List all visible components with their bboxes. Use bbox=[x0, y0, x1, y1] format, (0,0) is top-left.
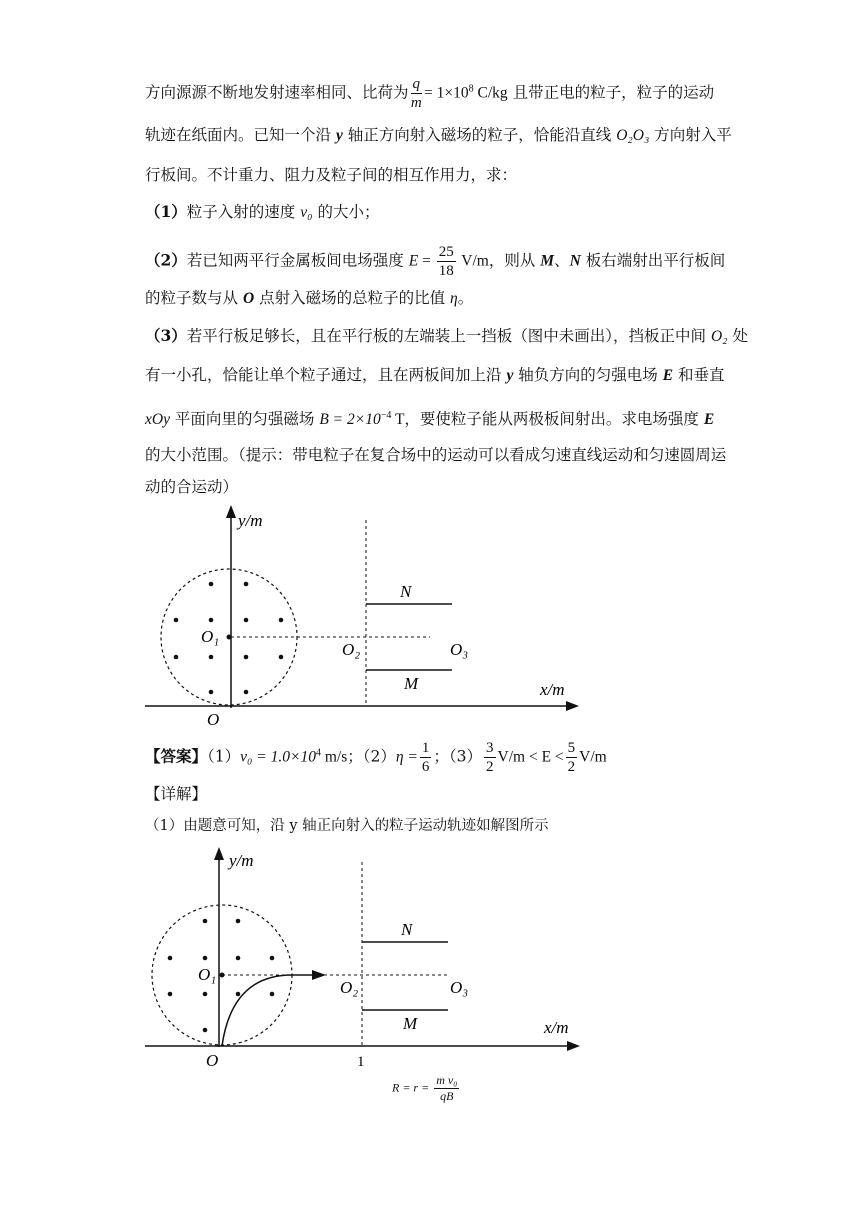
plate-N-label: N bbox=[400, 582, 412, 601]
question-number: （3） bbox=[145, 326, 187, 345]
text: 处 bbox=[727, 327, 749, 345]
frac-num: 5 bbox=[567, 740, 576, 756]
text: 。 bbox=[457, 289, 474, 307]
text: 的粒子数与从 bbox=[145, 289, 243, 307]
var-M: M bbox=[540, 252, 555, 270]
particle-trajectory bbox=[222, 975, 315, 1046]
text: 平面向里的匀强磁场 bbox=[169, 410, 320, 429]
frac-num: q bbox=[412, 76, 421, 92]
o1-label: O₁ bbox=[201, 627, 220, 646]
y-axis-arrow-icon bbox=[226, 505, 236, 518]
frac-den: 2 bbox=[486, 759, 494, 775]
math: = 1×10 bbox=[424, 84, 469, 102]
problem-line-3: 行板间。不计重力、阻力及粒子间的相互作用力，求： bbox=[145, 166, 518, 184]
var-E: E bbox=[408, 252, 419, 270]
x-axis-label: x/m bbox=[540, 680, 565, 699]
detail-line-1: （1）由题意可知，沿 y 轴正向射入的粒子运动轨迹如解图所示 bbox=[145, 818, 549, 834]
answer-line bbox=[145, 739, 607, 776]
unit: T bbox=[391, 411, 405, 429]
x-axis-arrow-icon-2 bbox=[567, 1041, 580, 1051]
text: 轴负方向的匀强电场 bbox=[513, 366, 663, 384]
text: ；（2） bbox=[347, 747, 396, 766]
var-eta: η bbox=[450, 290, 458, 307]
unit: m/s bbox=[320, 748, 348, 766]
plate-M-label: M bbox=[404, 674, 419, 693]
tick-label-1: 1 bbox=[357, 1054, 365, 1070]
var-o2o3: O₂O₃ bbox=[616, 127, 650, 144]
text: （1） bbox=[207, 747, 241, 766]
field-dots bbox=[174, 582, 284, 695]
var-xOy: xOy bbox=[145, 411, 170, 429]
o3-label-2: O₃ bbox=[450, 978, 469, 997]
unit: V/m bbox=[579, 748, 607, 766]
x-axis-arrow-icon bbox=[566, 701, 579, 711]
text: 轴正方向射入磁场的粒子，恰能沿直线 bbox=[342, 126, 617, 144]
answer-v0: v₀ = 1.0×10 bbox=[240, 748, 316, 766]
var-E: E bbox=[662, 367, 674, 384]
y-axis-label-2: y/m bbox=[229, 851, 254, 870]
formula-lhs: R = r = bbox=[392, 1080, 430, 1095]
text: 粒子入射的速度 bbox=[186, 203, 301, 221]
text: 若已知两平行金属板间电场强度 bbox=[186, 251, 409, 270]
question-number: （1） bbox=[145, 202, 187, 221]
math: = bbox=[418, 252, 435, 270]
text: ，则从 bbox=[488, 251, 541, 270]
text: 轨迹在纸面内。已知一个沿 bbox=[145, 126, 336, 144]
frac-num: 25 bbox=[438, 244, 454, 260]
x-axis-label-2: x/m bbox=[544, 1018, 569, 1037]
text: 若平行板足够长，且在平行板的左端装上一挡板（图中未画出），挡板正中间 bbox=[186, 327, 711, 345]
var-N: N bbox=[569, 252, 581, 270]
radius-formula bbox=[392, 1073, 461, 1104]
plate-N-label-2: N bbox=[401, 920, 413, 939]
exponent: 8 bbox=[468, 83, 474, 95]
o2-label-2: O₂ bbox=[340, 978, 359, 997]
text: 有一小孔，恰能让单个粒子通过，且在两板间加上沿 bbox=[145, 366, 507, 384]
text: 且带正电的粒子，粒子的运动 bbox=[507, 83, 715, 102]
var-y: y bbox=[506, 367, 514, 384]
var-v0: v₀ bbox=[300, 204, 313, 221]
text: 方向射入平 bbox=[649, 126, 732, 144]
frac-num: m v₀ bbox=[436, 1073, 458, 1087]
frac-den: 2 bbox=[567, 759, 576, 775]
text: ，要使粒子能从两极板间射出。求电场强度 bbox=[404, 410, 704, 429]
plate-M-label-2: M bbox=[403, 1014, 418, 1033]
unit: C/kg bbox=[473, 84, 508, 102]
o2-label: O₂ bbox=[342, 640, 361, 659]
answer-eta: η = bbox=[395, 748, 418, 766]
unit: V/m bbox=[457, 252, 489, 270]
origin-label-2: O bbox=[206, 1051, 219, 1070]
exponent: −4 bbox=[380, 410, 392, 421]
frac-den: m bbox=[410, 95, 422, 111]
answer-e-range: V/m < E < bbox=[497, 748, 564, 766]
answer-label: 【答案】 bbox=[145, 746, 208, 766]
var-O2: O₂ bbox=[710, 328, 728, 345]
var-O: O bbox=[242, 290, 255, 307]
text: ；（3） bbox=[433, 747, 483, 766]
detail-label: 【详解】 bbox=[145, 785, 208, 803]
e-high-fraction bbox=[566, 739, 578, 776]
text: 、 bbox=[554, 251, 570, 270]
frac-den: 18 bbox=[438, 263, 454, 279]
o1-label-2: O₁ bbox=[198, 965, 217, 984]
var-E: E bbox=[703, 411, 715, 429]
origin-label: O bbox=[207, 710, 220, 729]
question-3-line-4: 的大小范围。（提示：带电粒子在复合场中的运动可以看成匀速直线运动和匀速圆周运 bbox=[145, 446, 727, 464]
o3-label: O₃ bbox=[450, 640, 469, 659]
var-y: y bbox=[335, 127, 343, 144]
frac-num: 1 bbox=[421, 740, 430, 756]
text: 和垂直 bbox=[673, 366, 725, 384]
frac-den: qB bbox=[440, 1089, 454, 1103]
exponent: 4 bbox=[315, 747, 321, 759]
e-low-fraction bbox=[484, 739, 496, 776]
question-number: （2） bbox=[145, 250, 187, 270]
trajectory-arrow-icon bbox=[312, 970, 326, 980]
question-3-line-5: 动的合运动） bbox=[145, 478, 239, 496]
text: 的大小； bbox=[312, 203, 380, 221]
eta-fraction bbox=[420, 739, 432, 776]
text: 板右端射出平行板间 bbox=[580, 251, 726, 270]
text: 点射入磁场的总粒子的比值 bbox=[254, 289, 450, 307]
text: 方向源源不断地发射速率相同、比荷为 bbox=[145, 83, 409, 102]
frac-num: 3 bbox=[486, 740, 494, 756]
math: B = 2×10 bbox=[319, 411, 381, 429]
formula-fraction bbox=[434, 1073, 459, 1104]
frac-den: 6 bbox=[421, 759, 430, 775]
y-axis-arrow-icon-2 bbox=[214, 847, 224, 860]
y-axis-label: y/m bbox=[238, 511, 263, 530]
